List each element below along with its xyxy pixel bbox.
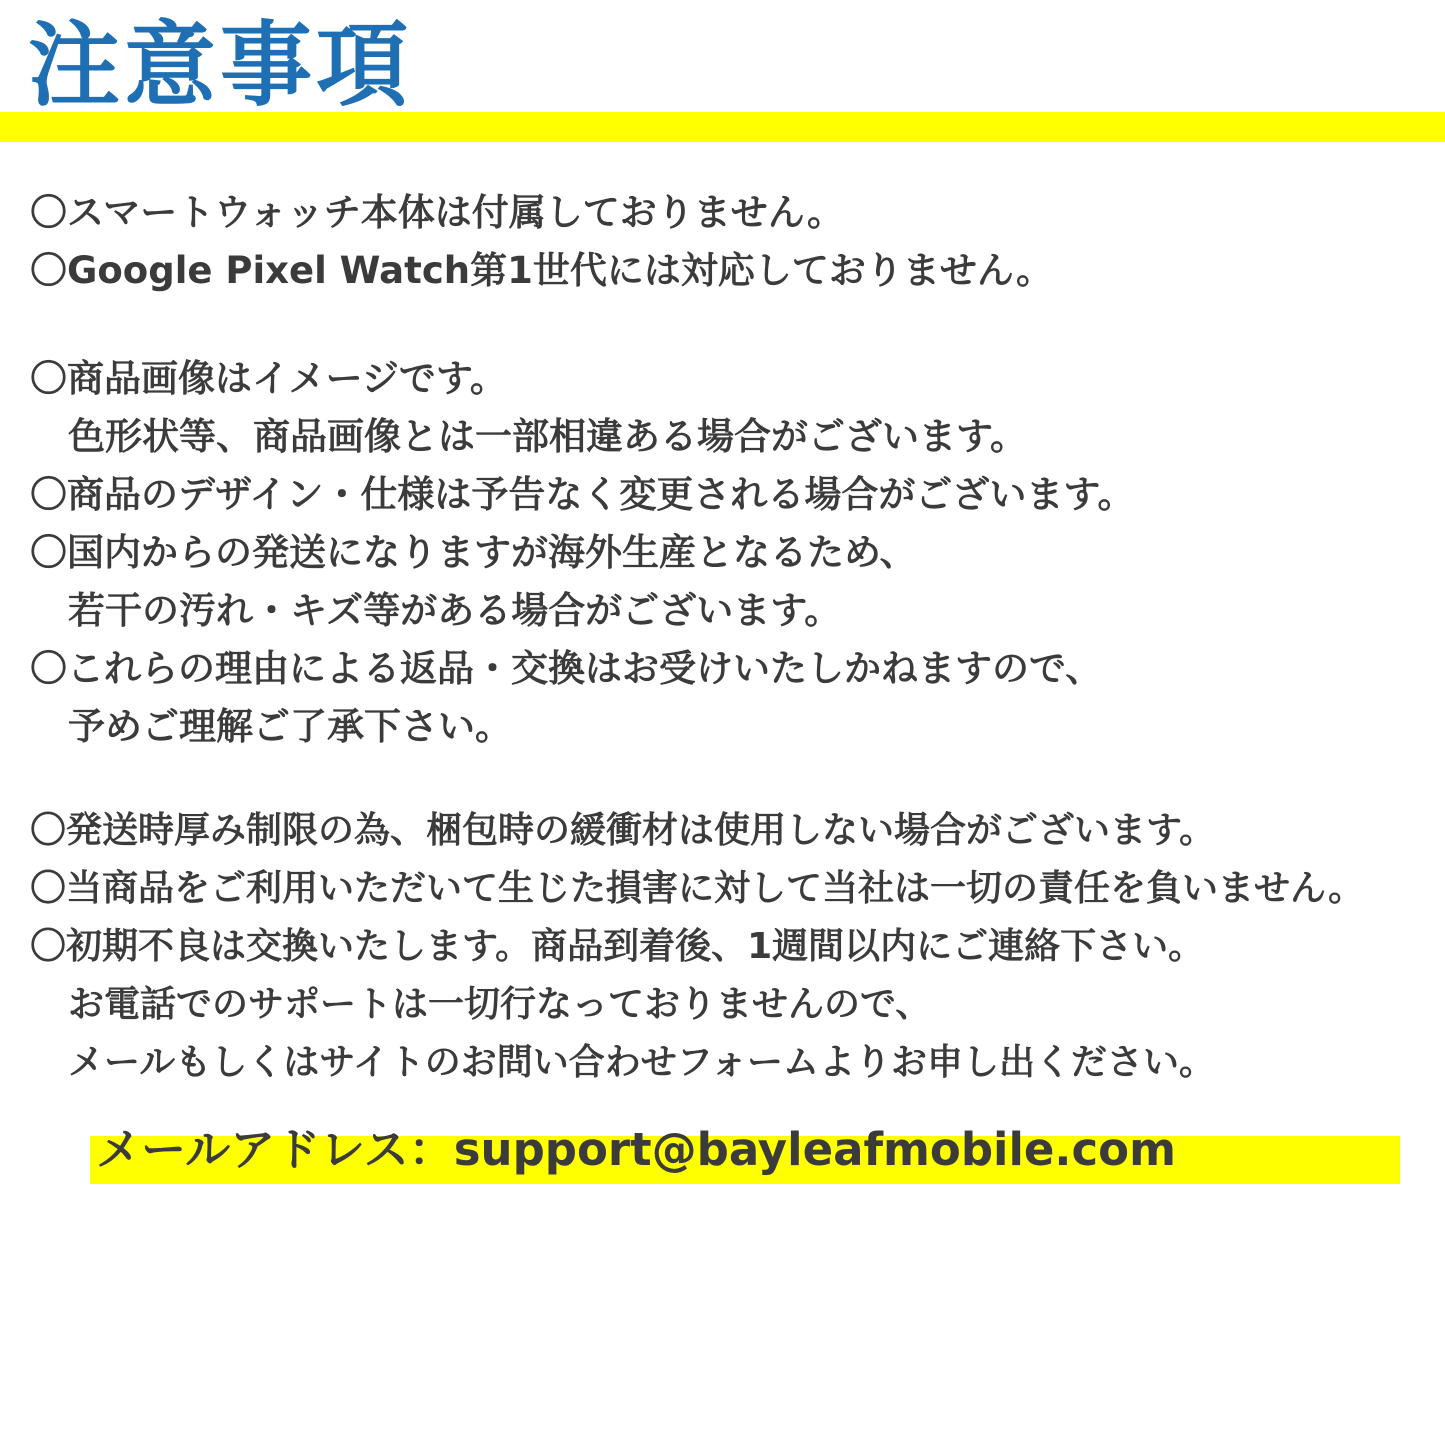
notice-line: 予めご理解ご了承下さい。: [68, 705, 512, 748]
notice-section-3: [30, 802, 1415, 1092]
notice-line: 色形状等、商品画像とは一部相違ある場合がございます。: [68, 415, 1028, 458]
notice-line: 〇発送時厚み制限の為、梱包時の緩衝材は使用しない場合がございます。: [30, 810, 1216, 851]
page-title: 注意事項: [28, 12, 413, 119]
notice-line: 〇スマートウォッチ本体は付属しておりません。: [30, 191, 844, 234]
notice-section-1: [30, 184, 1415, 300]
notice-line: 若干の汚れ・キズ等がある場合がございます。: [68, 589, 842, 632]
notice-line: 〇これらの理由による返品・交換はお受けいたしかねますので、: [30, 647, 1103, 690]
section-spacer: [30, 756, 1415, 802]
support-email-block: [30, 1114, 1415, 1192]
notice-line: お電話でのサポートは一切行なっておりませんので、: [68, 984, 932, 1025]
notice-line: 〇Google Pixel Watch第1世代には対応しておりません。: [30, 249, 1054, 292]
notice-section-2: [30, 350, 1415, 756]
notice-line: 〇商品のデザイン・仕様は予告なく変更される場合がございます。: [30, 473, 1135, 516]
notice-body: [0, 150, 1445, 1192]
notice-line: 〇国内からの発送になりますが海外生産となるため、: [30, 531, 917, 574]
page-title-block: [0, 0, 1445, 150]
notice-line: 〇初期不良は交換いたします。商品到着後、1週間以内にご連絡下さい。: [30, 926, 1205, 967]
support-email-text: メールアドレス：support@bayleafmobile.com: [96, 1123, 1176, 1176]
notice-line: 〇商品画像はイメージです。: [30, 357, 507, 400]
section-spacer: [30, 300, 1415, 350]
notice-line: 〇当商品をご利用いただいて生じた損害に対して当社は一切の責任を負いません。: [30, 868, 1365, 909]
notice-line: メールもしくはサイトのお問い合わせフォームよりお申し出ください。: [68, 1042, 1215, 1083]
